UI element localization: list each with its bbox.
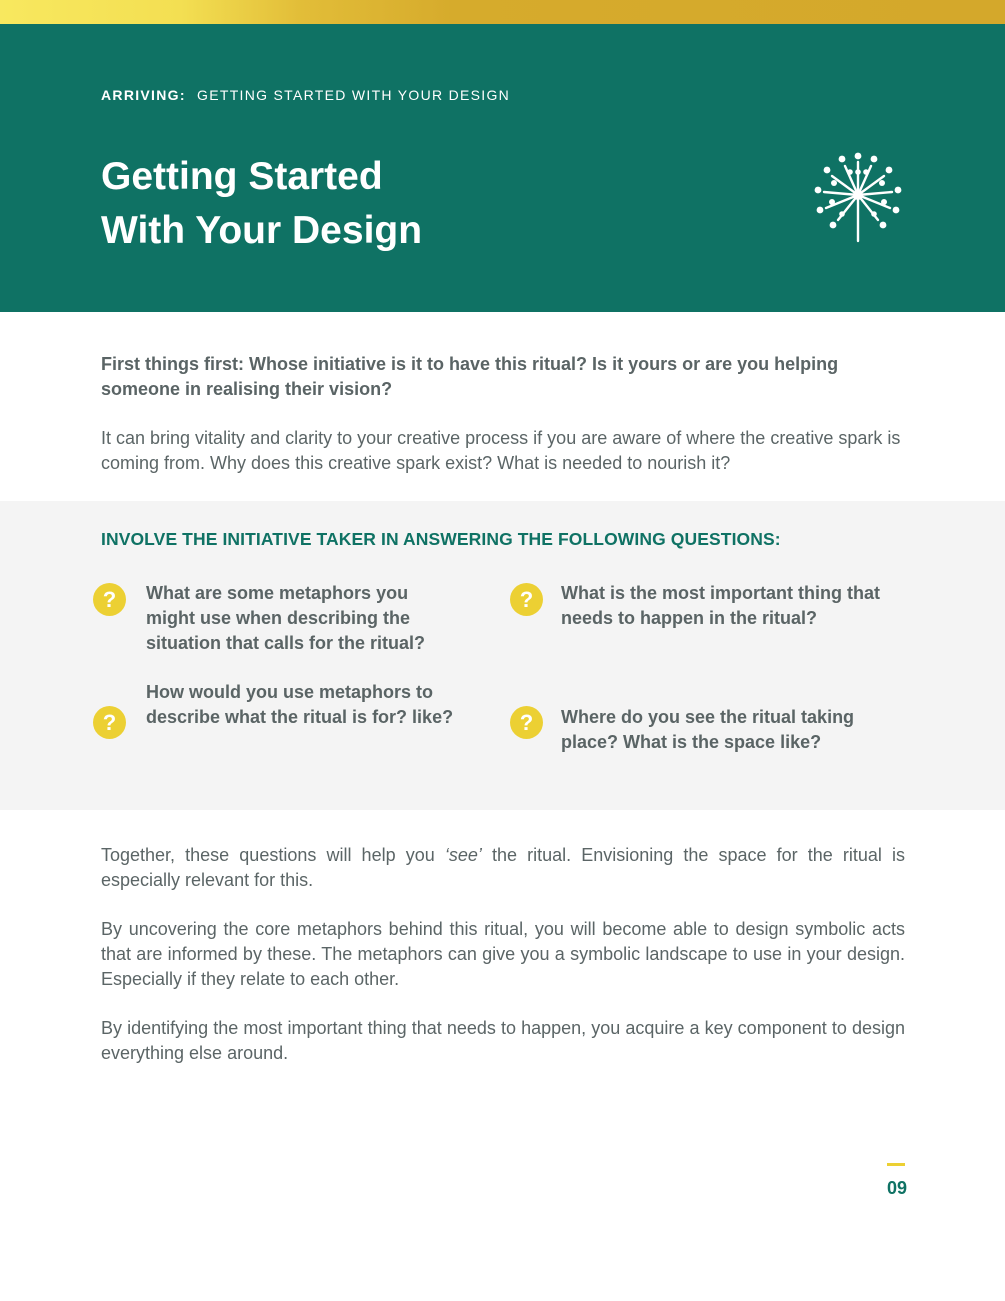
page-title-line-1: Getting Started (101, 155, 383, 198)
question-text: What are some metaphors you might use when describing the situation that calls for the ritual? (146, 583, 426, 653)
question-text: How would you use metaphors to describe what the ritual is for? like? (146, 682, 454, 727)
section-kicker (101, 87, 510, 103)
page-title-line-2: With Your Design (101, 209, 423, 252)
page-number: 09 (887, 1178, 908, 1198)
question-mark-icon: ? (93, 706, 126, 739)
question-mark-icon: ? (93, 583, 126, 616)
intro-paragraph: It can bring vitality and clarity to your creative process if you are aware of where the creative spark is coming from. Why does this creative spark exist? What is needed to nourish it? (101, 428, 901, 473)
question-mark-icon: ? (510, 706, 543, 739)
page-title (101, 150, 701, 258)
page-number-accent (887, 1163, 905, 1166)
intro-section (101, 352, 911, 500)
see-emphasis: ‘see’ (444, 845, 482, 865)
top-accent-bar (0, 0, 1005, 24)
body-section (101, 843, 905, 1090)
kicker-text: GETTING STARTED WITH YOUR DESIGN (197, 87, 511, 103)
question-mark-icon: ? (510, 583, 543, 616)
intro-lead: First things first: Whose initiative is it to have this ritual? Is it yours or are you helping someone in realising their vision? (101, 354, 839, 399)
question-text: What is the most important thing that needs to happen in the ritual? (561, 583, 880, 628)
questions-panel (0, 501, 1005, 810)
kicker-label: ARRIVING: (101, 87, 186, 103)
body-paragraph-3: By identifying the most important thing that needs to happen, you acquire a key component to design everything else around. (101, 1018, 905, 1063)
dandelion-icon (812, 150, 904, 246)
body-paragraph-1-end: the ritual. Envisioning the space for the ritual is especially relevant for this. (101, 845, 905, 890)
body-paragraph-1-start: Together, these questions will help you (101, 845, 445, 865)
questions-heading: INVOLVE THE INITIATIVE TAKER IN ANSWERING THE FOLLOWING QUESTIONS: (101, 529, 781, 549)
page-header (0, 24, 1005, 312)
question-text: Where do you see the ritual taking place? What is the space like? (561, 707, 855, 752)
body-paragraph-2: By uncovering the core metaphors behind this ritual, you will become able to design symbolic acts that are informed by these. The metaphors can give you a symbolic landscape to use in your design. Especially if they relate to each other. (101, 919, 905, 989)
body-paragraph-1 (101, 843, 905, 893)
